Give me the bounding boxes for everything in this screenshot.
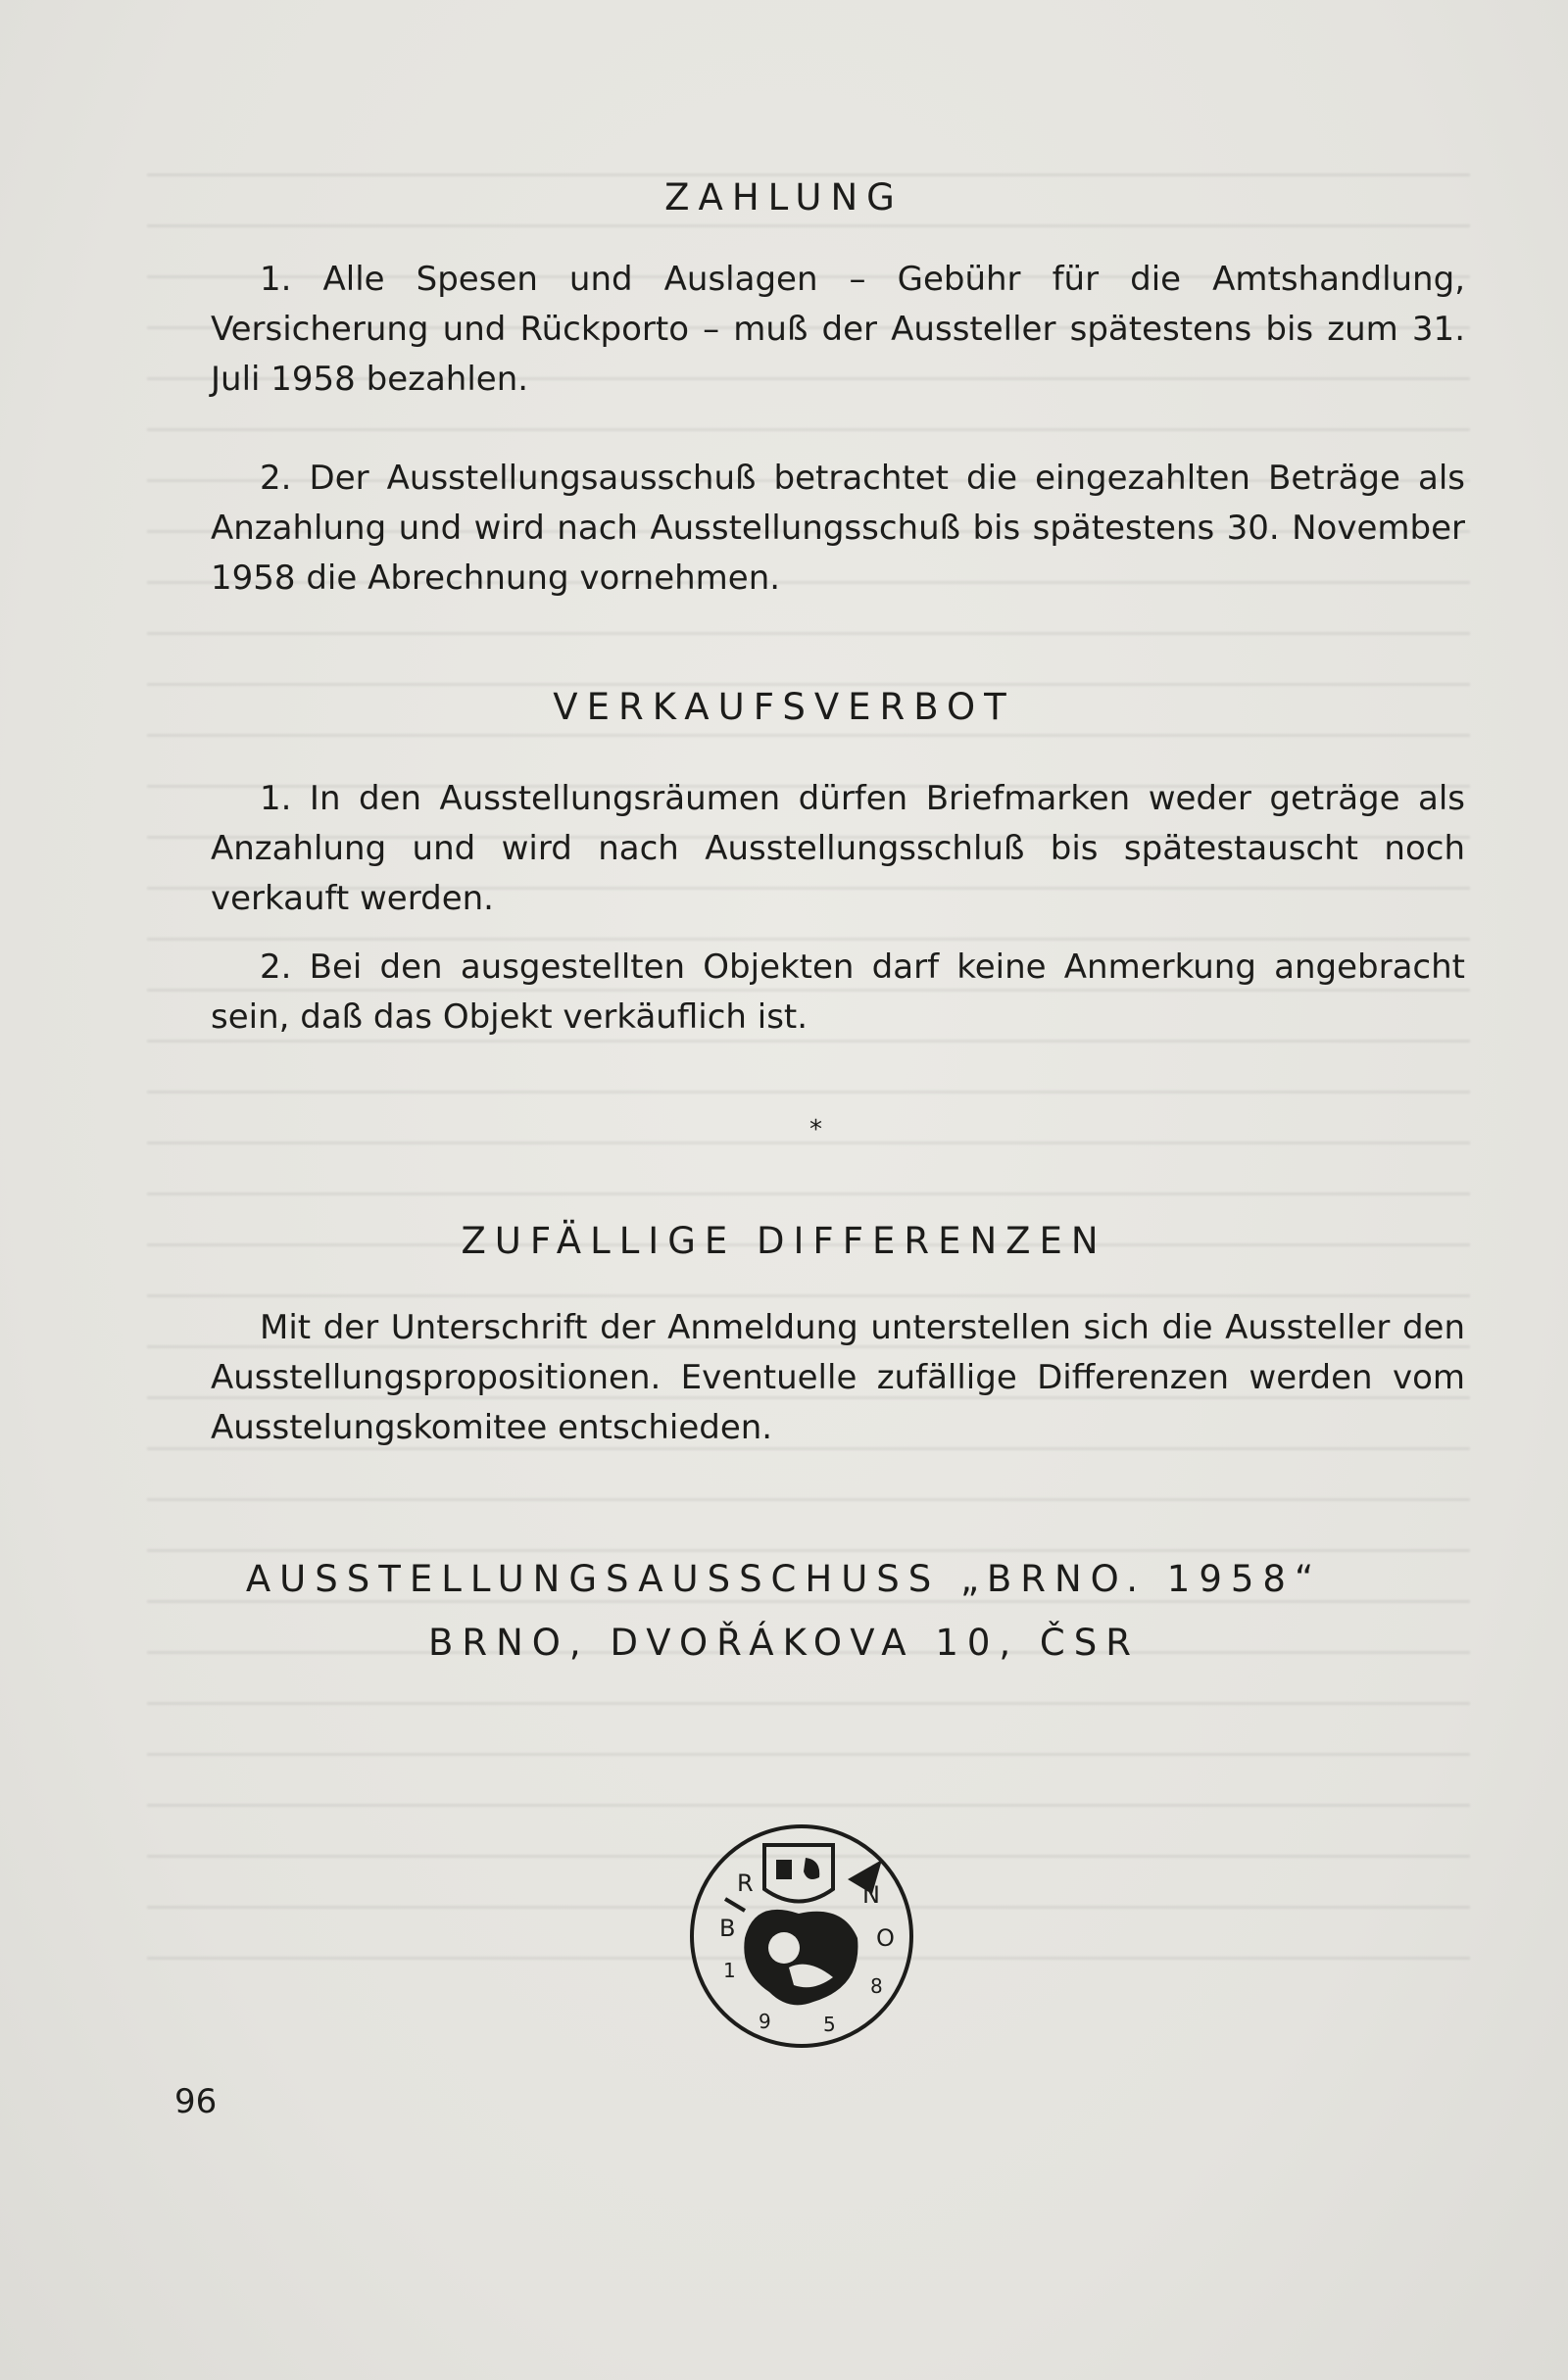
zahlung-paragraph-1: 1. Alle Spesen und Auslagen – Gebühr für die Amtshandlung, Versicherung und Rückporto – muß der Aussteller spätestens bis zum 31. Juli 1958 bezahlen.	[211, 260, 1465, 399]
emblem-year-digit-1: 1	[723, 1959, 736, 1982]
zahlung-paragraph-2: 2. Der Ausstellungsausschuß betrachtet die eingezahlten Beträge als Anzahlung und wird nach Ausstellungsschuß bis spätestens 30. November 1958 die Abrechnung vornehmen.	[211, 459, 1465, 598]
reverse-side-bleed-through	[147, 147, 1470, 1960]
brno-1958-emblem-icon	[686, 1821, 917, 2052]
verkaufsverbot-heading: VERKAUFSVERBOT	[553, 686, 1015, 728]
emblem-year-digit-8: 8	[870, 1974, 883, 1998]
differenzen-heading: ZUFÄLLIGE DIFFERENZEN	[461, 1220, 1107, 1262]
emblem-city-letter-r: R	[737, 1870, 754, 1897]
committee-address: BRNO, DVOŘÁKOVA 10, ČSR	[428, 1622, 1140, 1664]
emblem-city-letter-b: B	[719, 1915, 736, 1942]
verkaufsverbot-paragraph-1: 1. In den Ausstellungsräumen dürfen Briefmarken weder geträge als Anzahlung und wird nach Ausstellungsschluß bis spätestauscht noch verkauft werden.	[211, 779, 1465, 918]
emblem-year-digit-5: 5	[823, 2013, 836, 2036]
committee-name: AUSSTELLUNGSAUSSCHUSS „BRNO. 1958“	[245, 1558, 1323, 1600]
page-number: 96	[174, 2082, 218, 2121]
differenzen-paragraph: Mit der Unterschrift der Anmeldung unterstellen sich die Aussteller den Ausstellungspropositionen. Eventuelle zufällige Differenzen werden vom Ausstelungskomitee entschieden.	[211, 1308, 1465, 1447]
emblem-city-letter-n: N	[862, 1881, 880, 1909]
emblem-city-letter-o: O	[876, 1924, 895, 1952]
emblem-year-digit-9: 9	[759, 2010, 771, 2033]
zahlung-heading: ZAHLUNG	[664, 176, 904, 219]
section-separator: *	[809, 1115, 822, 1144]
verkaufsverbot-paragraph-2: 2. Bei den ausgestellten Objekten darf keine Anmerkung angebracht sein, daß das Objekt verkäuflich ist.	[211, 947, 1465, 1037]
